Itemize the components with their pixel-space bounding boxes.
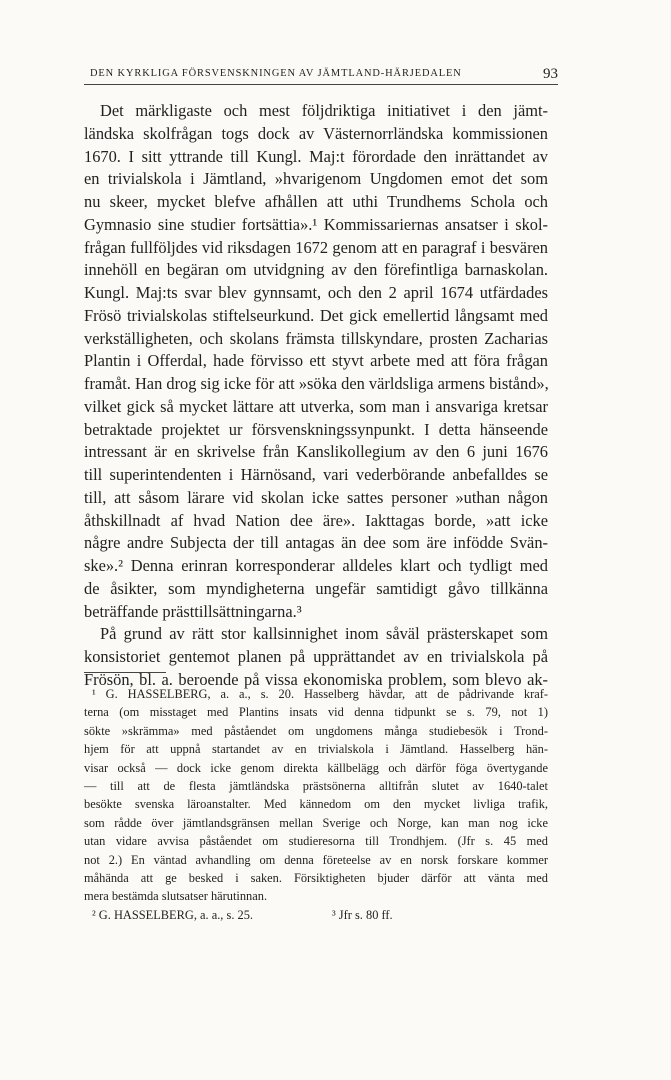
text-line: de åsikter, som myndigheterna ungefär samtidigt gåvo tillkänna <box>84 578 548 598</box>
footnote-line: ¹ G. HASSELBERG, a. a., s. 20. Hasselberg hävdar, att de pådrivande kraf- <box>92 687 548 701</box>
footnote-line: not 2.) En väntad avhandling om denna företeelse av en norsk forskare kommer <box>84 852 548 867</box>
text-line: vilket gick så mycket lättare att utverka, som man i ansvariga kretsar <box>84 396 548 416</box>
footnote-divider <box>84 672 166 673</box>
text-line: Frösö trivialskolas stiftelseurkund. Det gick emellertid långsamt med <box>84 305 548 325</box>
text-line: framåt. Han drog sig icke för att »söka den världsliga armens bistånd», <box>84 374 549 393</box>
text-line: På grund av rätt stor kallsinnighet inom såväl prästerskapet som <box>100 624 548 644</box>
footnotes <box>84 685 548 924</box>
text-line: till superintendenten i Härnösand, vari vederbörande anbefalldes se <box>84 465 548 484</box>
text-line: nu skeer, mycket blefve afhållen att uthi Trundhems Schola och <box>84 192 548 211</box>
text-line: verkställigheten, och skolans främsta tillskyndare, prosten Zacharias <box>84 328 548 348</box>
footnote-line: — till att de flesta jämtländska prästsönerna alltifrån slutet av 1640-talet <box>84 779 548 794</box>
text-line: betraktade projektet ur försvenskningssynpunkt. I detta hänseende <box>84 419 548 439</box>
page-header <box>84 66 558 85</box>
text-line: en trivialskola i Jämtland, »hvarigenom Ungdomen emot det som <box>84 169 548 189</box>
text-line: konsistoriet gentemot planen på upprättandet av en trivialskola på <box>84 647 548 666</box>
footnote-pair <box>84 906 548 924</box>
page-number: 93 <box>543 66 558 82</box>
footnote-3: ³ Jfr s. 80 ff. <box>332 907 393 922</box>
text-line: frågan fullföljdes vid riksdagen 1672 genom att en paragraf i besvären <box>84 237 548 257</box>
text-line: innehöll en begäran om utvidgning av den förefintliga barnaskolan. <box>84 260 548 280</box>
main-text <box>84 100 548 692</box>
footnote-line: terna (om misstaget med Plantins insats vid denna tidpunkt se s. 79, not 1) <box>84 705 548 720</box>
running-head: DEN KYRKLIGA FÖRSVENSKNINGEN AV JÄMTLAND-HÄRJEDALEN <box>90 68 462 79</box>
footnote-line: visar också — dock icke genom direkta källbelägg och därför föga övertygande <box>84 760 548 775</box>
text-line: Det märkligaste och mest följdriktiga initiativet i den jämt- <box>100 101 548 120</box>
footnote-line: besökte svenska läroanstalter. Med kännedom om den mycket livliga trafik, <box>84 797 548 812</box>
text-line: ländska skolfrågan togs dock av Västernorrländska kommissionen <box>84 123 548 143</box>
text-line: Frösön, bl. a. beroende på vissa ekonomiska problem, som blevo ak- <box>84 669 548 689</box>
footnote-line: som rådde över jämtlandsgränsen mellan Sverige och Norge, kan man nog icke <box>84 815 548 830</box>
text-line: Kungl. Maj:ts svar blev gynnsamt, och den 2 april 1674 utfärdades <box>84 283 548 302</box>
text-line: intressant är en skrivelse från Kanslikollegium av den 6 juni 1676 <box>84 442 548 462</box>
text-line: Gymnasio sine studier fortsättia».¹ Kommissariernas ansatser i skol- <box>84 214 548 234</box>
footnote-line: måhända att ge besked i saken. Försiktigheten bjuder därför att vänta med <box>84 871 548 886</box>
footnote-line: mera bestämda slutsatser härutinnan. <box>84 889 268 904</box>
text-line: 1670. I sitt yttrande till Kungl. Maj:t förordade den inrättandet av <box>84 146 548 166</box>
text-line: åthskillnadt af hvad Nation dee äre». Iakttagas borde, »att icke <box>84 510 548 530</box>
text-line: ske».² Denna erinran korresponderar alldeles klart och tydligt med <box>84 556 548 575</box>
text-line: någre andre Subjecta der till antagas än dee som äre infödde Svän- <box>84 533 548 553</box>
footnote-line: sökte »skrämma» med påståendet om ungdomens många studiebesök i Trond- <box>84 723 548 738</box>
footnote-line: utan vidare avvisa påståendet om studieresorna till Trondhjem. (Jfr s. 45 med <box>84 834 548 849</box>
text-line: beträffande prästtillsättningarna.³ <box>84 601 302 621</box>
footnote-line: hjem för att uppnå startandet av en trivialskola i Jämtland. Hasselberg hän- <box>84 742 548 757</box>
text-line: till, att såsom lärare vid skolan icke sattes personer »uthan någon <box>84 487 548 507</box>
footnote-2: ² G. HASSELBERG, a. a., s. 25. <box>92 907 254 922</box>
text-line: Plantin i Offerdal, hade förvisso ett styvt arbete med att föra frågan <box>84 351 548 371</box>
